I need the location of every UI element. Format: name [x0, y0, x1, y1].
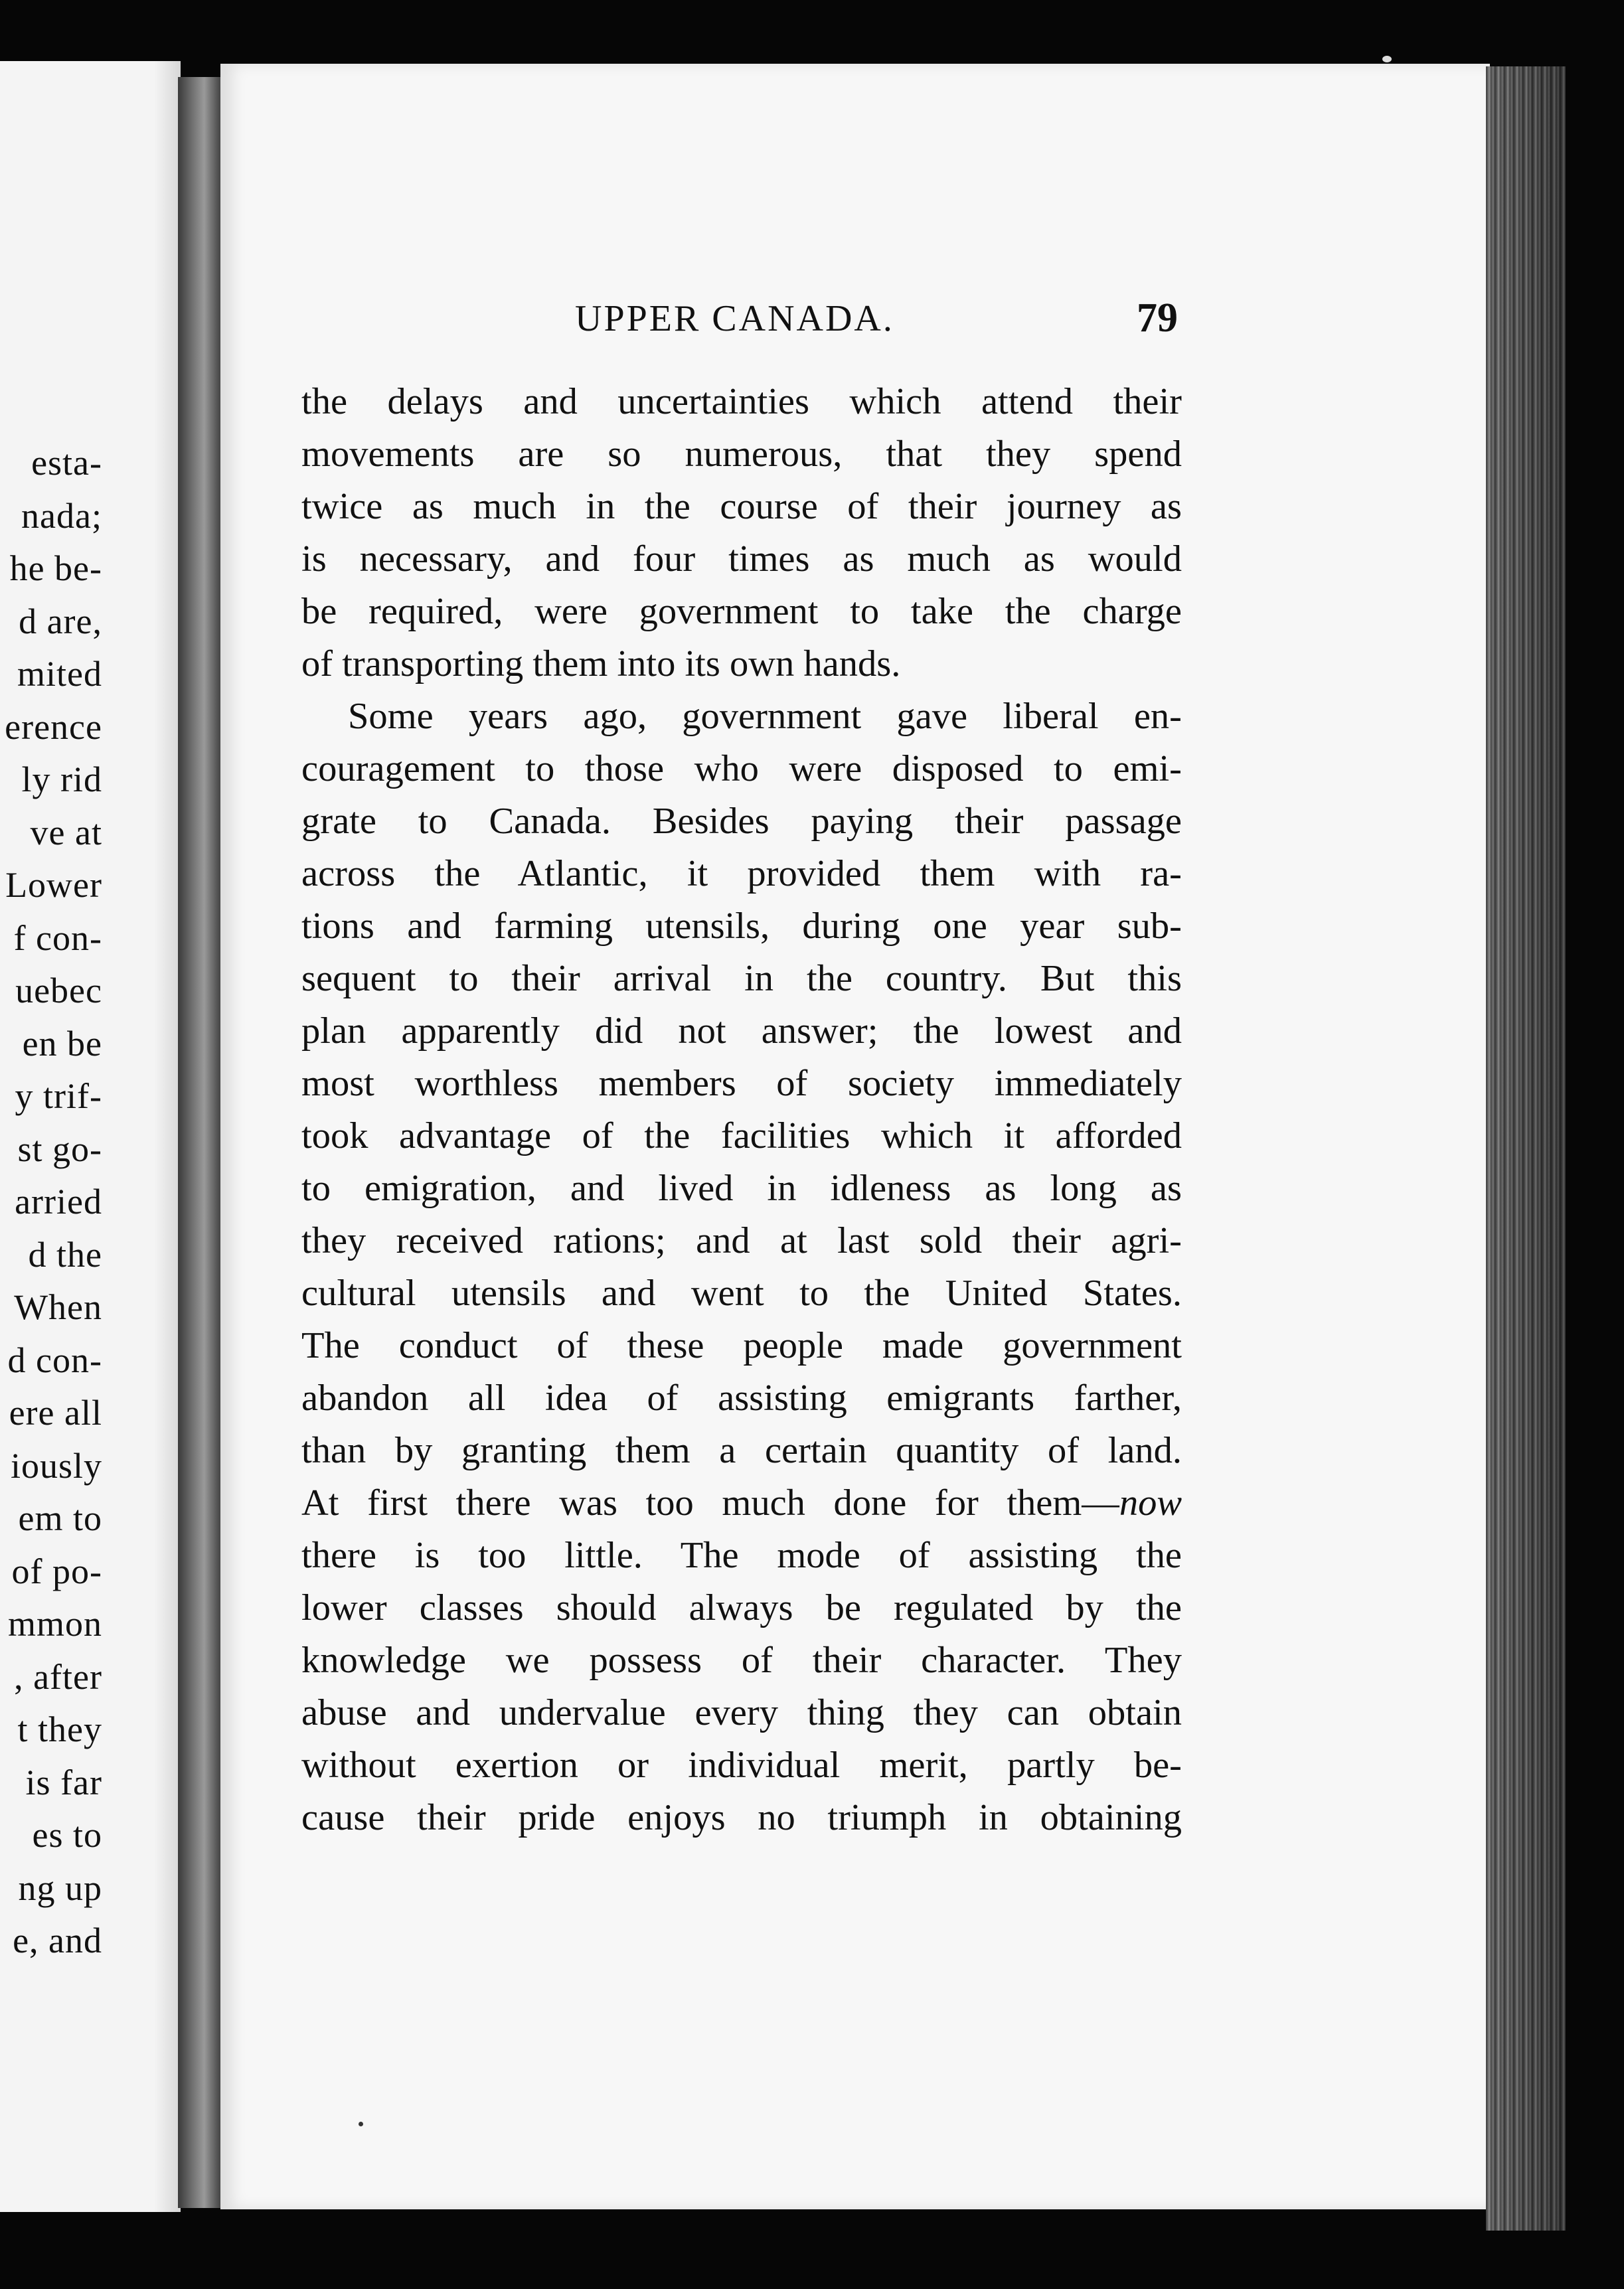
paper-speck	[359, 2122, 363, 2126]
text-line: knowledge we possess of their character. They	[301, 1640, 1182, 1681]
text-line: tions and farming utensils, during one year sub-	[301, 906, 1182, 947]
text-line: The conduct of these people made government	[301, 1325, 1182, 1366]
facing-page-line-fragment: st go-	[17, 1129, 102, 1169]
text-segment: At first there was too much done for them—	[301, 1482, 1119, 1524]
facing-page-line-fragment: mited	[17, 654, 102, 694]
paragraph-start-line: Some years ago, government gave liberal en-	[348, 696, 1182, 737]
text-line: abandon all idea of assisting emigrants farther,	[301, 1378, 1182, 1419]
text-line: there is too little. The mode of assisting the	[301, 1535, 1182, 1576]
text-line: lower classes should always be regulated by the	[301, 1587, 1182, 1628]
facing-page-line-fragment: d con-	[7, 1340, 102, 1380]
facing-page-line-fragment: y trif-	[15, 1076, 102, 1116]
facing-page-line-fragment: erence	[5, 706, 102, 747]
facing-page-line-fragment: es to	[32, 1815, 102, 1855]
text-line: most worthless members of society immediately	[301, 1063, 1182, 1104]
book-gutter	[178, 77, 226, 2208]
text-line: without exertion or individual merit, partly be-	[301, 1745, 1182, 1786]
facing-page-line-fragment: mmon	[7, 1604, 102, 1644]
text-line: took advantage of the facilities which it afforded	[301, 1115, 1182, 1156]
text-line: is necessary, and four times as much as would	[301, 538, 1182, 580]
text-line: abuse and undervalue every thing they can obtain	[301, 1692, 1182, 1733]
paper-speck	[1382, 56, 1392, 62]
facing-page-line-fragment: d the	[28, 1234, 102, 1275]
text-line: couragement to those who were disposed to emi-	[301, 748, 1182, 789]
facing-page-line-fragment: t they	[17, 1709, 102, 1749]
page-number: 79	[1137, 295, 1178, 341]
facing-page-line-fragment: d are,	[19, 601, 102, 641]
text-line: of transporting them into its own hands.	[301, 643, 901, 684]
facing-page-line-fragment: en be	[22, 1023, 102, 1064]
text-line: grate to Canada. Besides paying their passage	[301, 801, 1182, 842]
text-line: cause their pride enjoys no triumph in obtaining	[301, 1797, 1182, 1838]
text-line: movements are so numerous, that they spend	[301, 434, 1182, 475]
facing-page-left	[0, 61, 181, 2212]
italic-word: now	[1119, 1482, 1182, 1524]
facing-page-line-fragment: he be-	[9, 548, 102, 588]
facing-page-line-fragment: arried	[15, 1182, 102, 1222]
facing-page-line-fragment: em to	[18, 1498, 102, 1538]
text-line: plan apparently did not answer; the lowest and	[301, 1010, 1182, 1052]
facing-page-line-fragment: , after	[14, 1656, 102, 1697]
facing-page-line-fragment: ng up	[18, 1867, 102, 1908]
text-line: than by granting them a certain quantity of land.	[301, 1430, 1182, 1471]
facing-page-line-fragment: is far	[25, 1762, 102, 1802]
facing-page-line-fragment: uebec	[15, 971, 102, 1010]
facing-page-line-fragment: of po-	[11, 1551, 102, 1591]
text-line: twice as much in the course of their journey as	[301, 486, 1182, 527]
facing-page-line-fragment: ve at	[30, 812, 102, 852]
text-line: sequent to their arrival in the country. But this	[301, 958, 1182, 999]
text-line: the delays and uncertainties which attend their	[301, 381, 1182, 422]
body-text	[301, 376, 1182, 1844]
facing-page-line-fragment: ere all	[9, 1393, 102, 1433]
text-line-with-italic	[301, 1477, 1182, 1530]
page-shadow	[154, 61, 181, 2212]
text-line: they received rations; and at last sold their agri-	[301, 1220, 1182, 1261]
facing-page-line-fragment: Lower	[5, 865, 102, 905]
running-header: UPPER CANADA.	[575, 298, 894, 339]
facing-page-line-fragment: f con-	[13, 917, 102, 958]
text-line: across the Atlantic, it provided them with ra-	[301, 853, 1182, 894]
text-line: cultural utensils and went to the United States.	[301, 1273, 1182, 1314]
page-edges	[1486, 66, 1566, 2231]
text-line: be required, were government to take the charge	[301, 591, 1182, 632]
facing-page-line-fragment: When	[14, 1287, 102, 1327]
facing-page-line-fragment: e, and	[13, 1921, 102, 1960]
text-line: to emigration, and lived in idleness as long as	[301, 1168, 1182, 1209]
facing-page-line-fragment: ly rid	[21, 759, 102, 799]
facing-page-line-fragment: nada;	[21, 495, 102, 536]
facing-page-line-fragment: esta-	[31, 443, 102, 483]
facing-page-line-fragment: iously	[10, 1445, 102, 1486]
